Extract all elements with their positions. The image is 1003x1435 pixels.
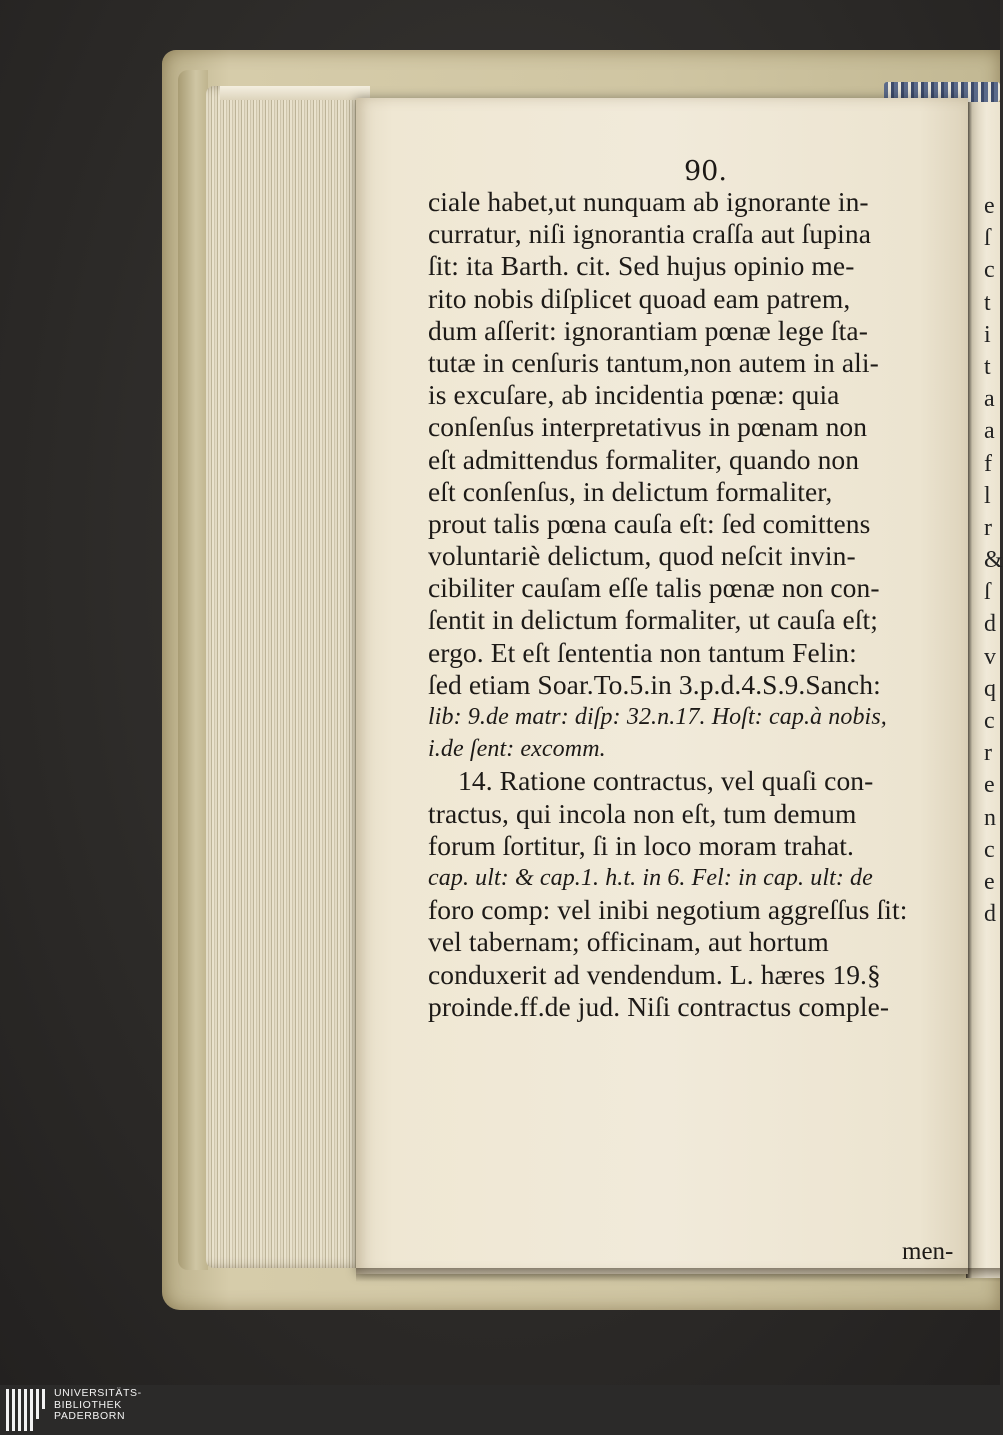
facing-page-letter: a — [984, 386, 995, 413]
facing-page-letter: r — [984, 514, 992, 541]
text-line-citation: cap. ult: & cap.1. h.t. in 6. Fel: in cap. ult: de — [428, 864, 873, 891]
facing-page-letter: l — [984, 482, 991, 509]
facing-page-letter: a — [984, 418, 995, 445]
facing-page-letter: e — [984, 193, 995, 219]
text-line: tractus, qui incola non eſt, tum demum — [428, 797, 857, 829]
facing-page-letter: f — [984, 450, 992, 477]
facing-page-letters — [984, 190, 1003, 930]
text-line: conſenſus interpretativus in pœnam non — [428, 411, 868, 443]
page-text — [428, 186, 968, 1023]
logo-line: UNIVERSITÄTS- — [54, 1387, 142, 1399]
facing-page-letter: e — [984, 868, 995, 895]
text-line: tutæ in cenſuris tantum,non autem in ali- — [428, 346, 879, 378]
text-line-citation: i.de ſent: excomm. — [428, 736, 606, 763]
text-line: ſentit in delictum formaliter, ut cauſa eſt; — [428, 604, 879, 636]
facing-page-letter: t — [984, 353, 991, 380]
text-line: ſed etiam Soar.To.5.in 3.p.d.4.S.9.Sanch: — [428, 668, 881, 700]
library-logo-icon — [6, 1389, 46, 1431]
text-line: foro comp: vel inibi negotium aggreſſus ſit: — [428, 894, 908, 926]
text-line: eſt admittendus formaliter, quando non — [428, 443, 860, 475]
text-line: is excuſare, ab incidentia pœnæ: quia — [428, 379, 840, 411]
text-line: rito nobis diſplicet quoad eam patrem, — [428, 282, 851, 314]
facing-page-letter: c — [984, 708, 995, 734]
facing-page-letter: ſ — [984, 579, 991, 606]
book-spine-edge — [178, 70, 208, 1270]
text-line: prout talis pœna cauſa eſt: ſed comittens — [428, 507, 871, 539]
facing-page-letter: d — [984, 901, 996, 928]
footer-bar — [0, 1385, 1000, 1435]
facing-page-letter: q — [984, 675, 996, 702]
text-line-paragraph-start: 14. Ratione contractus, vel quaſi con- — [458, 765, 874, 797]
facing-page-letter: c — [984, 836, 995, 863]
facing-page-letter: ſ — [984, 225, 991, 252]
library-logo-text[interactable] — [54, 1388, 142, 1423]
page-bottom-shadow — [356, 1268, 1000, 1282]
facing-page-letter: i — [984, 321, 991, 348]
facing-page-letter: e — [984, 772, 995, 799]
text-line: ſit: ita Barth. cit. Sed hujus opinio me- — [428, 250, 855, 282]
text-line: proinde.ff.de jud. Niſi contractus comple- — [428, 990, 890, 1022]
logo-line: PADERBORN — [54, 1410, 126, 1422]
facing-page-letter: t — [984, 289, 991, 316]
facing-page-letter: c — [984, 257, 995, 284]
facing-page-letter: n — [984, 804, 996, 831]
text-line: eſt conſenſus, in delictum formaliter, — [428, 475, 833, 507]
text-line: dum aſſerit: ignorantiam pœnæ lege ſta- — [428, 314, 868, 346]
facing-page-letter: & — [984, 547, 1003, 574]
facing-page-letter: d — [984, 611, 996, 638]
text-line: cibiliter cauſam eſſe talis pœnæ non con- — [428, 572, 880, 604]
page-block-edges — [206, 86, 366, 1268]
page-number: 90. — [684, 156, 727, 187]
text-line: conduxerit ad vendendum. L. hæres 19.§ — [428, 958, 881, 990]
facing-page-letter: r — [984, 740, 992, 767]
text-line: voluntariè delictum, quod neſcit invin- — [428, 540, 856, 572]
facing-page-letter: v — [984, 643, 996, 670]
text-line-citation: lib: 9.de matr: diſp: 32.n.17. Hoſt: cap.à nobis, — [428, 704, 887, 730]
page-block-top — [220, 86, 370, 100]
text-line: ciale habet,ut nunquam ab ignorante in- — [428, 186, 869, 217]
text-line: forum ſortitur, ſi in loco moram trahat. — [428, 829, 854, 861]
logo-line: BIBLIOTHEK — [54, 1398, 122, 1411]
text-line: curratur, niſi ignorantia craſſa aut ſupina — [428, 218, 872, 250]
text-line: vel tabernam; officinam, aut hortum — [428, 926, 829, 958]
catchword: men- — [902, 1238, 954, 1265]
text-line: ergo. Et eſt ſententia non tantum Felin: — [428, 636, 857, 668]
